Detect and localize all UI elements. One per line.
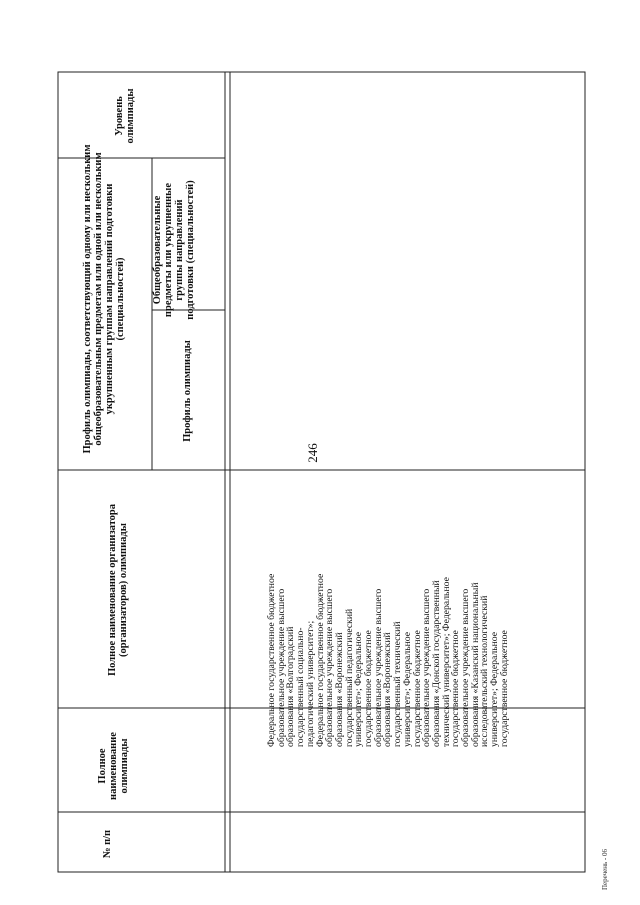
cell-line: государственный педагогический (343, 608, 355, 747)
cell-line: Федеральное государственное бюджетное (314, 573, 326, 747)
cell-line: образования «Казанский национальный (469, 582, 481, 747)
header-profile-group: Профиль олимпиады, соответствующий одному или нескольким общеобразовательным предметам или одной или нескольким укрупненным группам направлений подготовки (специальностей) (82, 144, 127, 454)
cell-line: образовательное учреждение высшего (372, 588, 384, 747)
header-full-name: Полное наименование олимпиады (97, 732, 131, 800)
header-num: № п/п (102, 829, 113, 859)
page-number: 246 (305, 443, 320, 463)
cell-line: образовательное учреждение высшего (421, 588, 433, 747)
header-organizer: Полное наименование организатора (организаторов) олимпиады (107, 503, 130, 677)
cell-line: образования «Волгоградский (285, 626, 297, 747)
header-profile: Профиль олимпиады (182, 340, 193, 442)
cell-line: образовательное учреждение высшего (460, 588, 472, 747)
cell-line: государственное бюджетное (363, 630, 375, 747)
cell-line: государственное бюджетное (450, 630, 462, 747)
cell-line: Федеральное государственное бюджетное (266, 573, 277, 747)
cell-line: педагогический университет»; (304, 620, 316, 747)
cell-line: государственное бюджетное (411, 630, 423, 747)
cell-line: государственный социально- (295, 627, 307, 747)
cell-line: университет»; Федеральное (489, 631, 501, 747)
cell-line: технический университет»; Федеральное (440, 577, 452, 747)
cell-line: университет»; Федеральное (353, 631, 365, 747)
cell-line: исследовательский технологический (479, 595, 491, 747)
footer-note: Перечень - 06 (601, 849, 609, 890)
cell-line: государственный технический (392, 621, 404, 747)
cell-line: государственное бюджетное (498, 630, 510, 747)
header-level: Уровень олимпиады (114, 88, 137, 144)
cell-line: образования «Донской государственный (430, 580, 442, 747)
cell-line: образования «Воронежский (382, 632, 394, 747)
cell-line: университет»; Федеральное (401, 631, 413, 747)
organizer-cell-text (266, 467, 510, 747)
cell-line: образовательное учреждение высшего (275, 588, 287, 747)
cell-line: образования «Воронежский (333, 632, 345, 747)
cell-line: образовательное учреждение высшего (324, 588, 336, 747)
header-subjects: Общеобразовательные предметы или укрупненные группы направлений подготовки (специальностей) (152, 180, 197, 320)
